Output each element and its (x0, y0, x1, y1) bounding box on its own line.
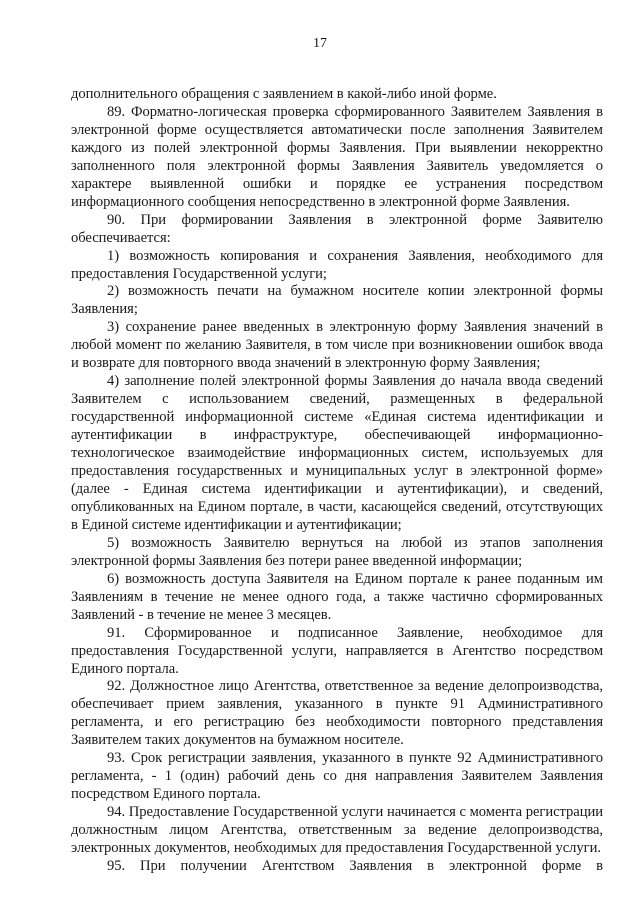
paragraph: 1) возможность копирования и сохранения Заявления, необходимого для предоставления Государственной услуги; (71, 247, 603, 282)
document-body (71, 86, 603, 876)
paragraph: 4) заполнение полей электронной формы Заявления до начала ввода сведений Заявителем с использованием сведений, размещенных в федеральной государственной информационной системе «Единая система идентификации и аутентификации в инфраструктуре, обеспечивающей информационно-технологическое взаимодействие информационных систем, используемых для предоставления государственных и муниципальных услуг в электронной форме» (далее - Единая система идентификации и аутентификации), и сведений, опубликованных на Едином портале, в части, касающейся сведений, отсутствующих в Единой системе идентификации и аутентификации; (71, 373, 603, 533)
paragraph: 2) возможность печати на бумажном носителе копии электронной формы Заявления; (71, 283, 603, 318)
paragraph: 89. Форматно-логическая проверка сформированного Заявителем Заявления в электронной форме осуществляется автоматически после заполнения Заявителем каждого из полей электронной формы Заявления. При выявлении некорректно заполненного поля электронной формы Заявления Заявитель уведомляется о характере выявленной ошибки и порядке ее устранения посредством информационного сообщения непосредственно в электронной форме Заявления. (71, 103, 603, 210)
paragraph: 92. Должностное лицо Агентства, ответственное за ведение делопроизводства, обеспечивает прием заявления, указанного в пункте 91 Административного регламента, и его регистрацию без необходимости повторного представления Заявителем таких документов на бумажном носителе. (71, 678, 603, 749)
paragraph: дополнительного обращения с заявлением в какой-либо иной форме. (71, 86, 497, 102)
paragraph: 90. При формировании Заявления в электронной форме Заявителю обеспечивается: (71, 211, 603, 246)
paragraph: 5) возможность Заявителю вернуться на любой из этапов заполнения электронной формы Заявления без потери ранее введенной информации; (71, 534, 603, 569)
paragraph: 95. При получении Агентством Заявления в электронной форме в (107, 857, 603, 874)
page-number: 17 (313, 36, 327, 51)
paragraph: 91. Сформированное и подписанное Заявление, необходимое для предоставления Государственной услуги, направляется в Агентство посредством Единого портала. (71, 624, 603, 677)
paragraph: 3) сохранение ранее введенных в электронную форму Заявления значений в любой момент по желанию Заявителя, в том числе при возникновении ошибок ввода и возврате для повторного ввода значений в электронную форму Заявления; (71, 319, 603, 372)
paragraph: 6) возможность доступа Заявителя на Едином портале к ранее поданным им Заявлениям в течение не менее одного года, а также частично сформированных Заявлений - в течение не менее 3 месяцев. (71, 570, 603, 623)
paragraph: 93. Срок регистрации заявления, указанного в пункте 92 Административного регламента, - 1 (один) рабочий день со дня направления Заявителем Заявления посредством Единого портала. (71, 750, 603, 803)
paragraph: 94. Предоставление Государственной услуги начинается с момента регистрации должностным лицом Агентства, ответственным за ведение делопроизводства, электронных документов, необходимых для предоставления Государственной услуги. (71, 804, 603, 857)
